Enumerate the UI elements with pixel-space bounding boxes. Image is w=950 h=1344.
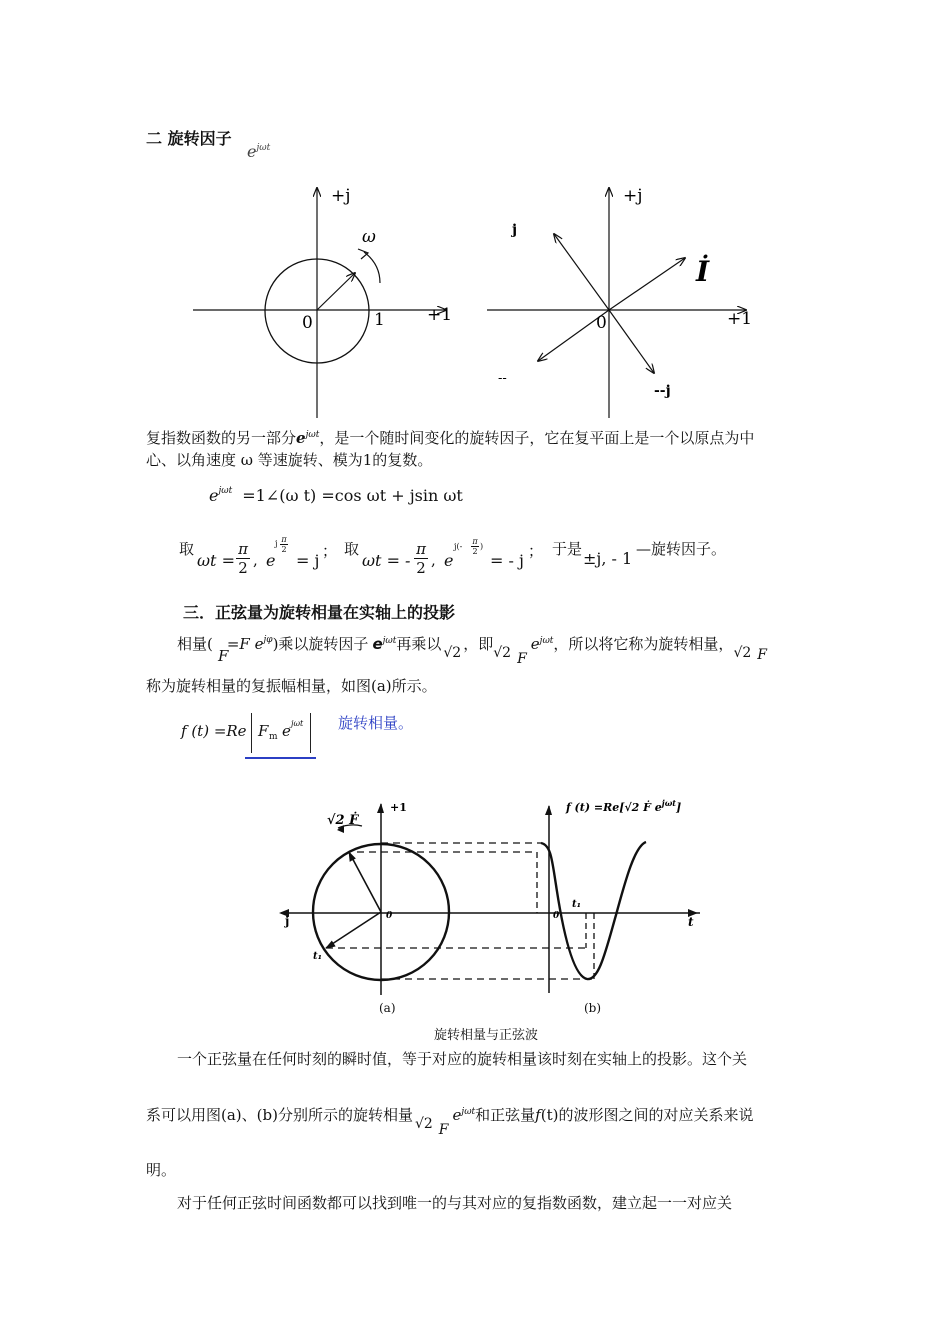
- text-fragment: 系可以用图(a)、(b)分别所示的旋转相量: [146, 1106, 413, 1124]
- sqrt-two: √2: [733, 645, 752, 661]
- text-fragment: 再乘以: [396, 635, 442, 653]
- phasor-F: F: [757, 647, 767, 663]
- paragraph-projection-line3: 明。: [146, 1161, 177, 1179]
- denominator: 2: [472, 547, 478, 556]
- plus-one-label: +1: [390, 801, 407, 814]
- comma: ,: [253, 551, 258, 569]
- term-exponent: jωt: [305, 430, 320, 440]
- phasor-F: F: [258, 722, 269, 740]
- right-origin-label: 0: [596, 313, 607, 333]
- phasor-exponent: jφ: [263, 635, 273, 645]
- left-origin-label: 0: [302, 313, 313, 333]
- waveform-formula: [565, 798, 681, 814]
- formula-e: e: [209, 486, 219, 505]
- take-label-2: 取: [344, 540, 360, 558]
- phasor-subscript: m: [269, 732, 278, 742]
- take-label-1: 取: [179, 540, 195, 558]
- section-heading-projection: 三．正弦量为旋转相量在实轴上的投影: [183, 603, 456, 622]
- sqrt2-F-label: √2 Ḟ: [327, 813, 359, 828]
- term-e: e: [372, 635, 383, 653]
- phasor-vector-t1: [326, 912, 381, 948]
- equals-minus-j: = - j: [490, 551, 524, 570]
- term-e: e: [282, 722, 291, 740]
- sqrt-two: √2: [443, 645, 462, 661]
- therefore-label: 于是: [552, 540, 583, 558]
- phasor-expression: =F e: [226, 635, 264, 653]
- figure-caption: 旋转相量与正弦波: [434, 1028, 539, 1043]
- numerator: π: [238, 540, 248, 558]
- paragraph-projection-line1: 一个正弦量在任何时刻的瞬时值，等于对应的旋转相量该时刻在实轴上的投影。这个关: [177, 1050, 748, 1068]
- t1-a-label: t₁: [313, 951, 322, 962]
- numerator: π: [281, 535, 287, 544]
- exp-e-2: e: [444, 551, 454, 570]
- j-label: j: [512, 222, 518, 238]
- denominator: 2: [236, 558, 250, 577]
- formula-rhs: =1∠(ω t) =cos ωt + jsin ωt: [242, 486, 463, 505]
- text-fragment: (t)的波形图之间的对应关系来说: [540, 1106, 754, 1124]
- text-fragment: 复指数函数的另一部分: [146, 429, 297, 447]
- section-heading-rotation-factor: 二 旋转因子: [146, 129, 232, 148]
- formula-exponent: jωt: [218, 486, 233, 496]
- denominator: 2: [281, 545, 287, 554]
- rotating-phasor-link[interactable]: 旋转相量。: [338, 714, 414, 732]
- semicolon: ；: [322, 542, 338, 560]
- left-plus-one-label: +1: [427, 305, 453, 325]
- sqrt-two: √2: [414, 1116, 433, 1132]
- semicolon: ；: [528, 542, 544, 560]
- function-f: f: [535, 1106, 541, 1124]
- rotation-values: ±j, - 1: [583, 549, 633, 568]
- left-plus-j-label: +j: [331, 186, 351, 206]
- figure-label-a: (a): [379, 1001, 396, 1015]
- phasor-F: F: [438, 1122, 449, 1138]
- paragraph-rotating-phasor-line2: 称为旋转相量的复振幅相量，如图(a)所示。: [146, 677, 437, 695]
- term-e: e: [452, 1106, 462, 1124]
- numerator: π: [416, 540, 426, 558]
- text-fragment: ，所以将它称为旋转相量，: [553, 635, 734, 653]
- phasor-i-label: İ: [696, 255, 710, 288]
- text-fragment: ，是一个随时间变化的旋转因子，它在复平面上是一个以原点为中: [319, 429, 755, 447]
- real-part-formula-lhs: f (t) =Re: [181, 722, 247, 740]
- comma: ,: [431, 551, 436, 569]
- exp-prefix-2: j(-: [454, 542, 463, 551]
- phasor-F-symbol: F: [218, 647, 229, 665]
- right-plus-one-label: +1: [727, 309, 753, 329]
- right-plus-j-label: +j: [623, 186, 643, 206]
- omega-t-2: ωt = -: [362, 551, 411, 570]
- denominator: 2: [414, 558, 428, 577]
- origin-a-label: 0: [386, 911, 393, 921]
- term-exponent: jωt: [382, 636, 397, 646]
- exp-close-2: ): [480, 542, 484, 551]
- formula-exponent: jωt: [661, 798, 677, 808]
- text-fragment: ，即: [463, 635, 494, 653]
- exp-e-1: e: [266, 551, 276, 570]
- exp-j-1: j: [275, 539, 278, 548]
- phasor-F: F: [517, 651, 527, 667]
- term-exponent: jωt: [539, 636, 554, 646]
- paragraph-correspondence-line1: 对于任何正弦时间函数都可以找到唯一的与其对应的复指数函数，建立起一一对应关: [177, 1194, 733, 1212]
- formula-body: f (t) =Re[√2 Ḟ e: [566, 801, 662, 814]
- text-fragment: 相量(: [177, 635, 213, 653]
- term-exponent: jωt: [291, 719, 304, 728]
- equals-j: = j: [296, 551, 320, 570]
- term-e: e: [296, 429, 306, 447]
- left-one-label: 1: [374, 310, 385, 330]
- text-fragment: )乘以旋转因子: [272, 635, 369, 653]
- t1-b-label: t₁: [572, 899, 581, 910]
- term-exponent: jωt: [461, 1107, 476, 1117]
- phasor-vector: [349, 852, 381, 912]
- paragraph-projection-line2: [146, 1101, 754, 1138]
- text-fragment: 和正弦量: [475, 1106, 536, 1124]
- term-e: e: [530, 635, 540, 653]
- paragraph-rotation-factor-line2: 心、以角速度 ω 等速旋转、模为1的复数。: [146, 451, 433, 469]
- origin-b-label: 0: [553, 911, 560, 921]
- t-axis-label: t: [688, 915, 694, 929]
- omega-t-1: ωt =: [197, 551, 235, 570]
- omega-label: ω: [362, 227, 376, 247]
- formula-close: ]: [676, 801, 682, 814]
- figure-label-b: (b): [584, 1001, 602, 1015]
- numerator: π: [472, 537, 478, 546]
- factor-base: e: [247, 142, 257, 161]
- rotation-factor-tail: —旋转因子。: [636, 540, 727, 558]
- minus-j-label: --j: [654, 383, 671, 399]
- factor-exponent: jωt: [256, 143, 271, 153]
- sqrt-two: √2: [493, 645, 512, 661]
- minus-one-label: --: [498, 371, 507, 386]
- j-axis-label: j: [285, 914, 290, 928]
